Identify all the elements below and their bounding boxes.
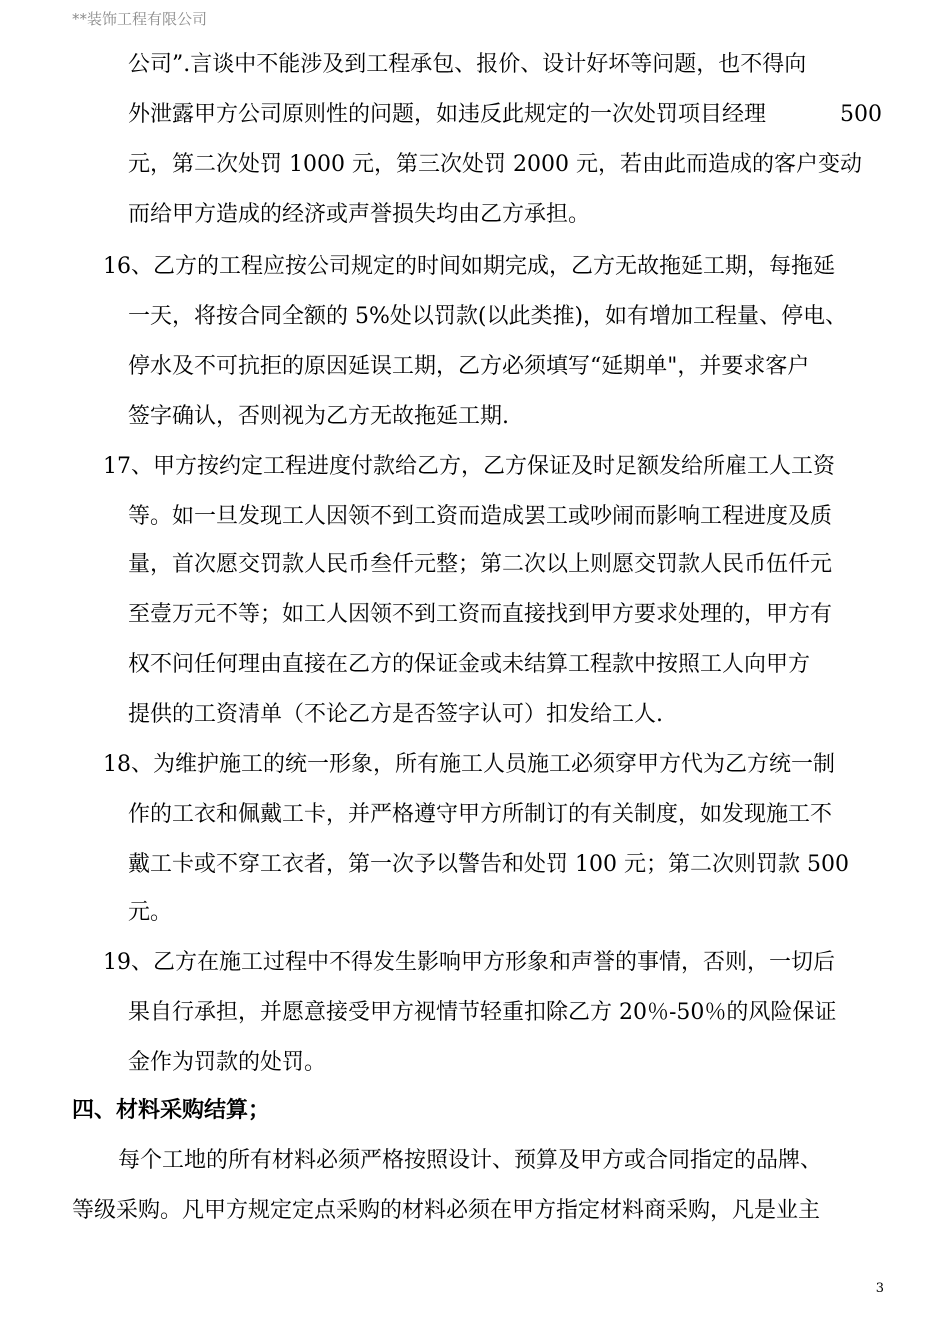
text-line: 至壹万元不等；如工人因领不到工资而直接找到甲方要求处理的，甲方有 [128, 602, 833, 627]
clause-17-start: 17、甲方按约定工程进度付款给乙方，乙方保证及时足额发给所雇工人工资 [103, 454, 835, 479]
text-line: 而给甲方造成的经济或声誉损失均由乙方承担。 [128, 202, 591, 227]
company-header: **装饰工程有限公司 [72, 10, 208, 28]
paragraph-start: 每个工地的所有材料必须严格按照设计、预算及甲方或合同指定的品牌、 [118, 1148, 823, 1173]
text-line: 公司”.言谈中不能涉及到工程承包、报价、设计好坏等问题，也不得向 [128, 52, 807, 77]
text-line-split [128, 100, 882, 130]
text-line: 签字确认，否则视为乙方无故拖延工期. [128, 404, 509, 429]
text-line: 等。如一旦发现工人因领不到工资而造成罢工或吵闹而影响工程进度及质 [128, 504, 833, 529]
clause-16-start: 16、乙方的工程应按公司规定的时间如期完成，乙方无故拖延工期，每拖延 [103, 254, 835, 279]
clause-19-start: 19、乙方在施工过程中不得发生影响甲方形象和声誉的事情，否则，一切后 [103, 950, 835, 975]
text-line: 量，首次愿交罚款人民币叁仟元整；第二次以上则愿交罚款人民币伍仟元 [128, 552, 833, 577]
text-line: 戴工卡或不穿工衣者，第一次予以警告和处罚 100 元；第二次则罚款 500 [128, 852, 849, 877]
text-line: 作的工衣和佩戴工卡，并严格遵守甲方所制订的有关制度，如发现施工不 [128, 802, 833, 827]
text-line: 停水及不可抗拒的原因延误工期，乙方必须填写“延期单"，并要求客户 [128, 354, 810, 379]
text-line: 元，第二次处罚 1000 元，第三次处罚 2000 元，若由此而造成的客户变动 [128, 152, 862, 177]
text-line: 元。 [128, 900, 173, 925]
text-line: 等级采购。凡甲方规定定点采购的材料必须在甲方指定材料商采购，凡是业主 [72, 1198, 821, 1223]
text-line: 一天，将按合同全额的 5%处以罚款(以此类推)，如有增加工程量、停电、 [128, 304, 848, 329]
section-heading: 四、材料采购结算； [72, 1098, 271, 1123]
text-line: 权不问任何理由直接在乙方的保证金或未结算工程款中按照工人向甲方 [128, 652, 811, 677]
text-line: 提供的工资清单（不论乙方是否签字认可）扣发给工人. [128, 702, 663, 727]
clause-18-start: 18、为维护施工的统一形象，所有施工人员施工必须穿甲方代为乙方统一制 [103, 752, 835, 777]
text-segment: 500 [840, 102, 882, 127]
text-segment: 外泄露甲方公司原则性的问题，如违反此规定的一次处罚项目经理 [128, 102, 767, 127]
text-line: 金作为罚款的处罚。 [128, 1050, 327, 1075]
page-number: 3 [875, 1281, 884, 1296]
text-line: 果自行承担，并愿意接受甲方视情节轻重扣除乙方 20％-50％的风险保证 [128, 1000, 837, 1025]
